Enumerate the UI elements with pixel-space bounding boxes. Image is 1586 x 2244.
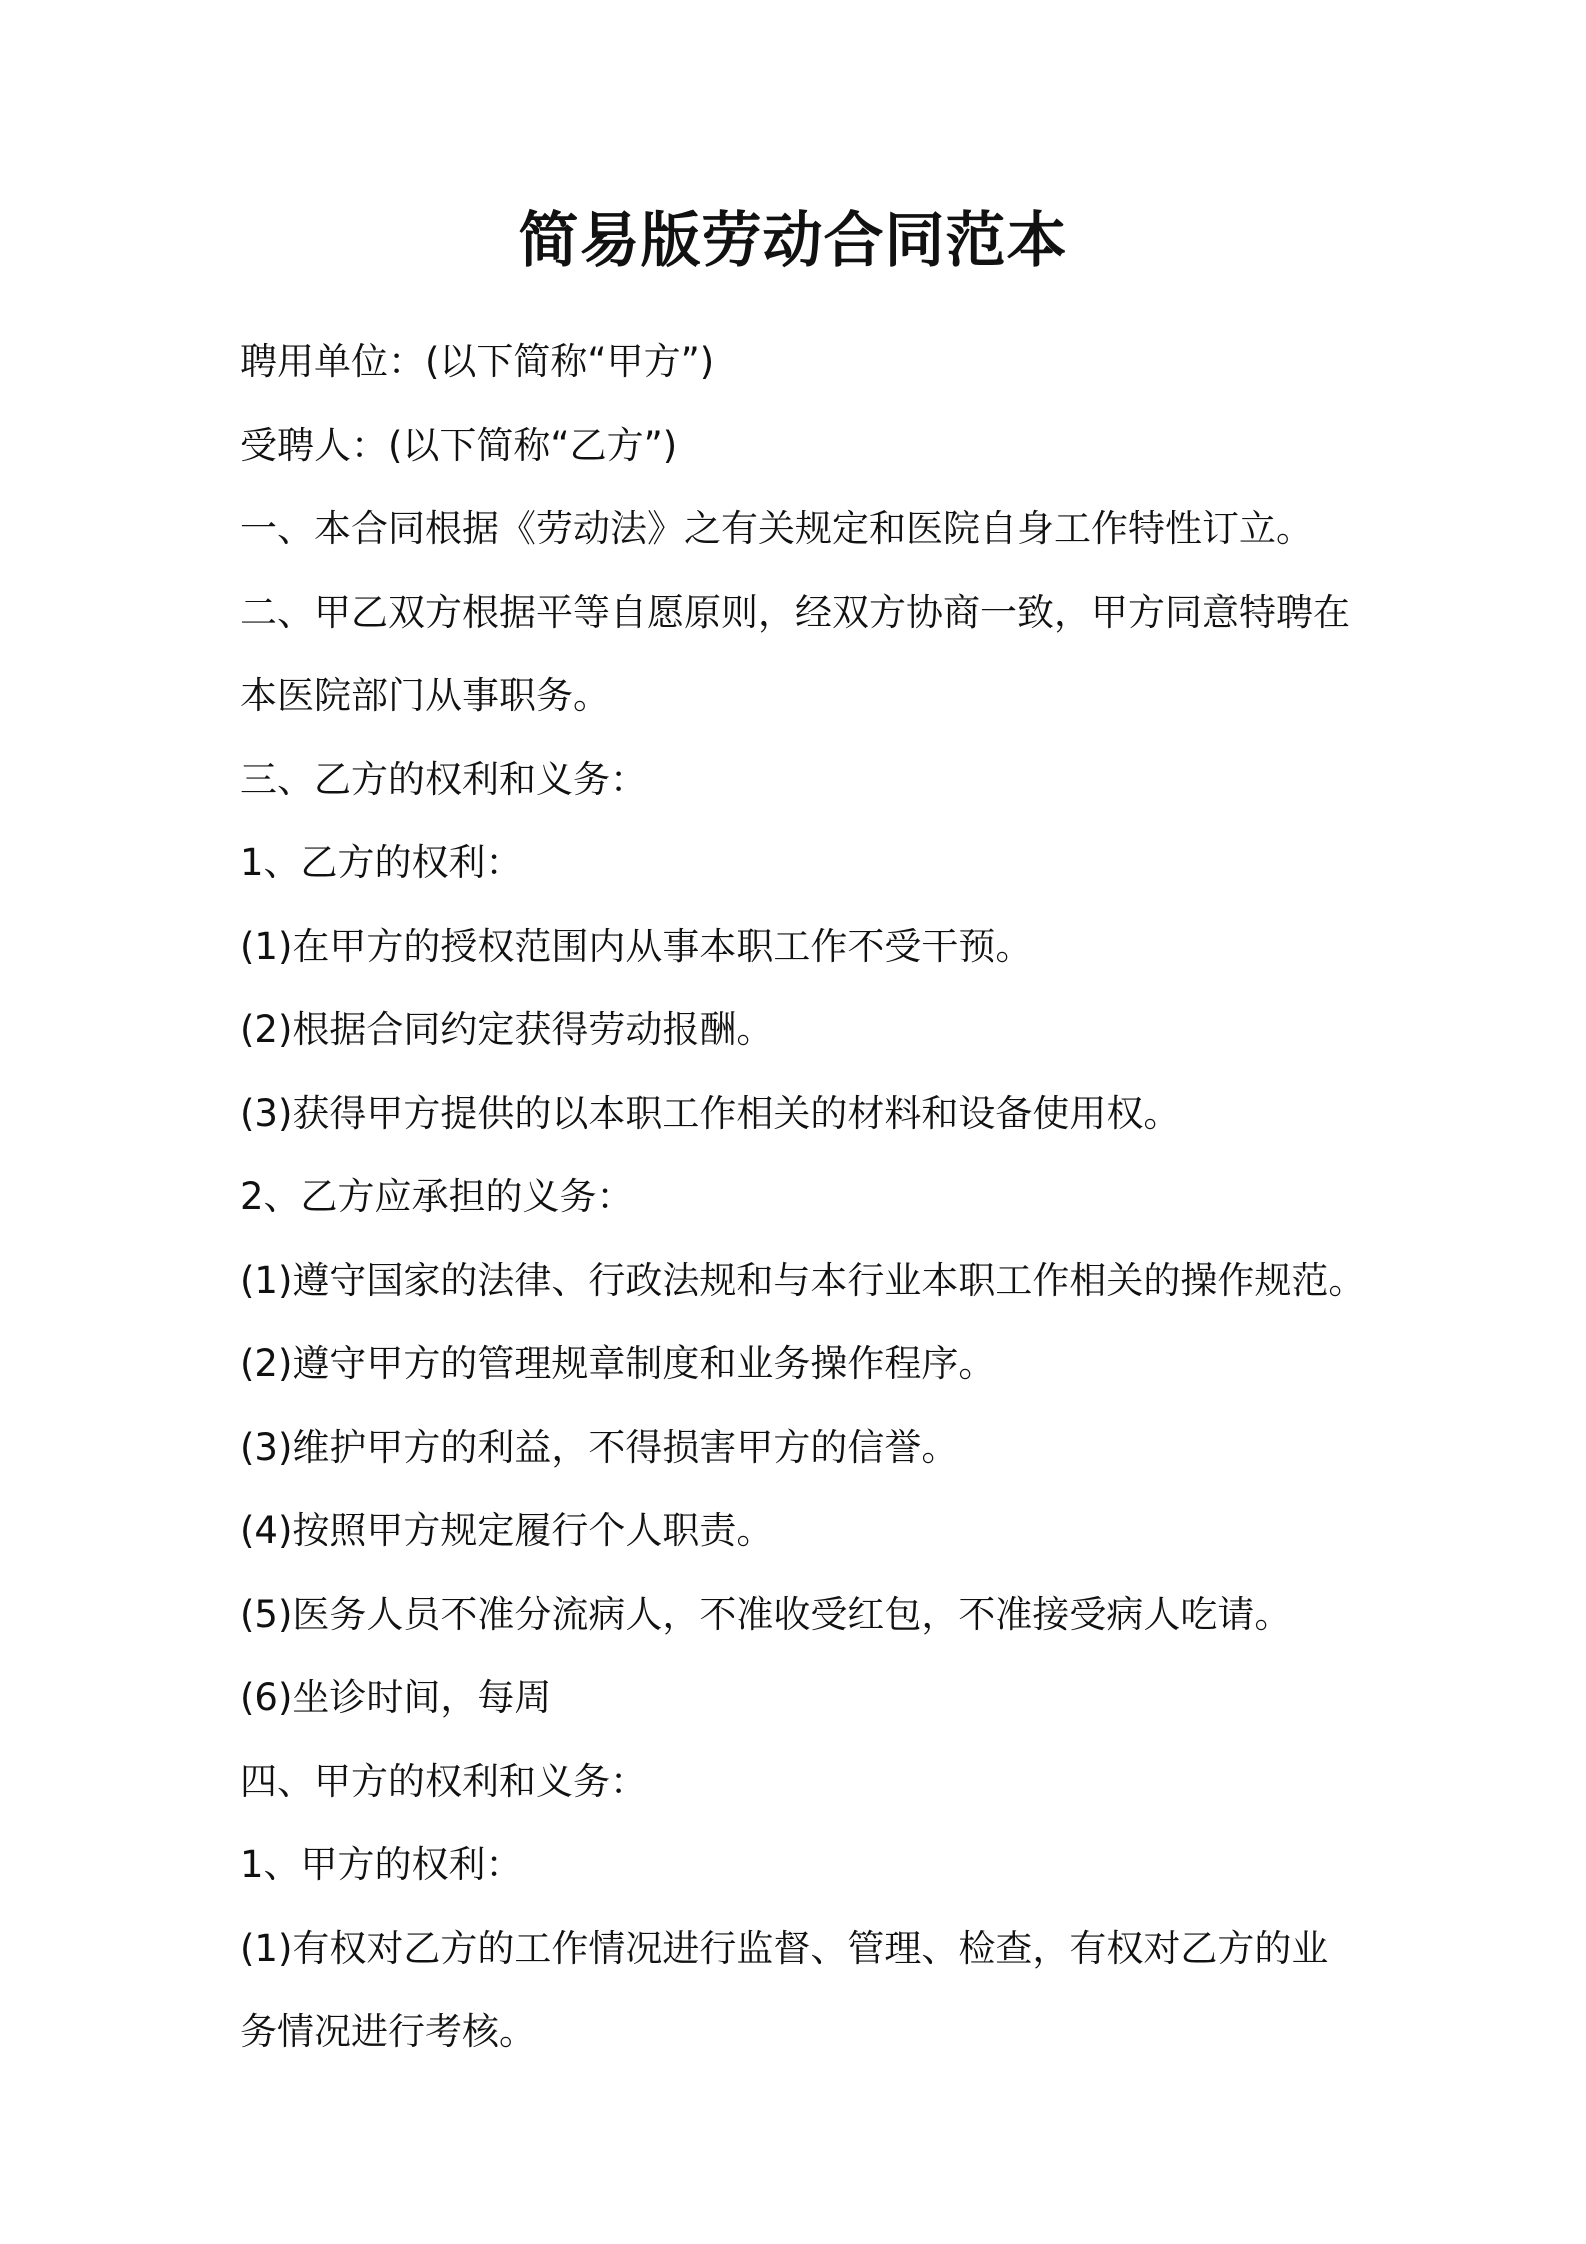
paragraph-line: (2)遵守甲方的管理规章制度和业务操作程序。	[240, 1342, 996, 1385]
paragraph-line: (3)维护甲方的利益，不得损害甲方的信誉。	[240, 1425, 959, 1469]
paragraph-line: 1、乙方的权利：	[240, 841, 523, 884]
paragraph-line: (5)医务人员不准分流病人，不准收受红包，不准接受病人吃请。	[240, 1592, 1292, 1636]
paragraph-line: 四、甲方的权利和义务：	[240, 1759, 647, 1803]
paragraph-line: 务情况进行考核。	[240, 2010, 536, 2053]
paragraph-line: (3)获得甲方提供的以本职工作相关的材料和设备使用权。	[240, 1091, 1181, 1135]
paragraph-line: (2)根据合同约定获得劳动报酬。	[240, 1008, 774, 1051]
paragraph-line: 本医院部门从事职务。	[240, 674, 610, 717]
paragraph-line: 一、本合同根据《劳动法》之有关规定和医院自身工作特性订立。	[240, 507, 1313, 550]
paragraph-line: (4)按照甲方规定履行个人职责。	[240, 1509, 774, 1552]
paragraph-line: 聘用单位：(以下简称“甲方”)	[240, 340, 715, 383]
document-body	[240, 320, 1370, 2074]
paragraph-line: (1)有权对乙方的工作情况进行监督、管理、检查，有权对乙方的业	[240, 1926, 1329, 1970]
paragraph-line: 三、乙方的权利和义务：	[240, 757, 647, 801]
paragraph-line: (6)坐诊时间，每周	[240, 1676, 552, 1719]
document-title: 简易版劳动合同范本	[518, 206, 1068, 276]
paragraph-line: 受聘人：(以下简称“乙方”)	[240, 423, 678, 467]
paragraph-line: 2、乙方应承担的义务：	[240, 1175, 634, 1218]
paragraph-line: 二、甲乙双方根据平等自愿原则，经双方协商一致，甲方同意特聘在	[240, 590, 1350, 634]
paragraph-line: 1、甲方的权利：	[240, 1843, 523, 1886]
paragraph-line: (1)在甲方的授权范围内从事本职工作不受干预。	[240, 924, 1033, 968]
paragraph-line: (1)遵守国家的法律、行政法规和与本行业本职工作相关的操作规范。	[240, 1258, 1366, 1302]
